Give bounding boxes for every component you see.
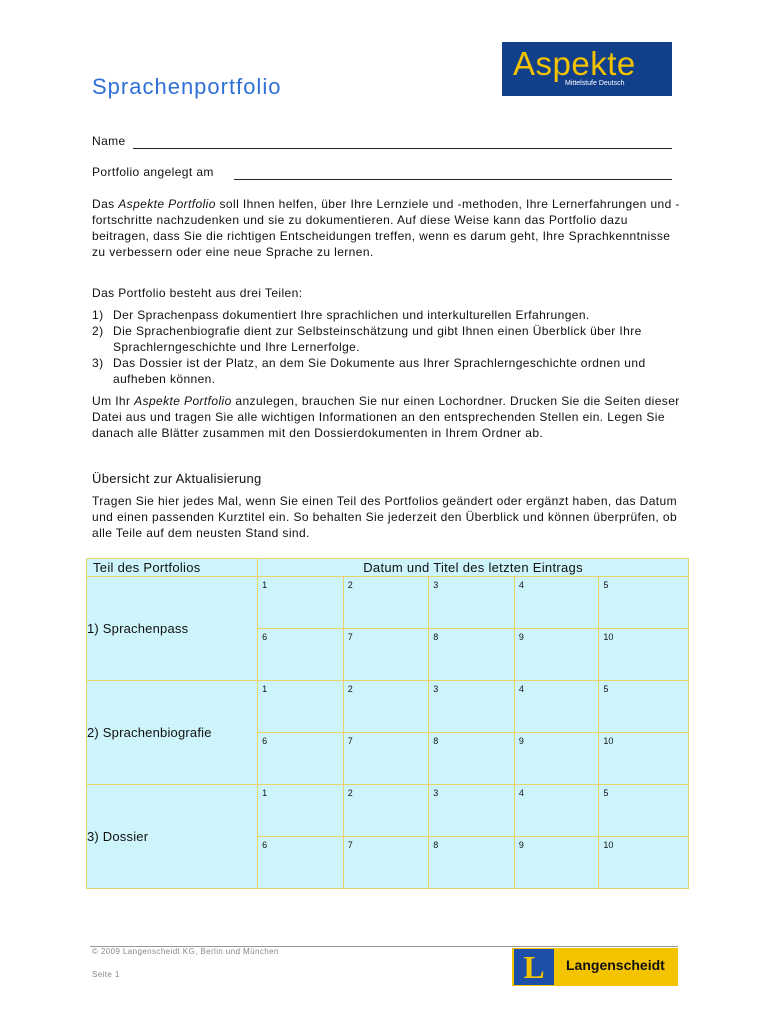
list-item: 2) Die Sprachenbiografie dient zur Selbsteinschätzung und gibt Ihnen einen Überblick über Ihre Sprachlerngeschichte und Ihre Lernerfolge. (92, 324, 642, 354)
page-number: Seite 1 (92, 970, 120, 979)
logo-subtitle: Mittelstufe Deutsch (565, 80, 625, 87)
entry-cell[interactable]: 8 (429, 629, 515, 681)
parts-intro: Das Portfolio besteht aus drei Teilen: 1) Der Sprachenpass dokumentiert Ihre sprachlichen und interkulturellen Erfahrungen. 2) Die Sprachenbiografie dient zur Selbsteinschätzung und gibt Ihnen einen Überblick über Ihre Sprachlerngeschichte und Ihre Lernerfolge. 3) Das Dossier ist der Platz, an dem Sie Dokumente aus Ihrer Sprachlerngeschichte ordnen und aufheben können. (92, 285, 682, 387)
table-row (87, 785, 689, 837)
langenscheidt-logo (512, 948, 678, 986)
entry-cell[interactable]: 8 (429, 733, 515, 785)
page-title: Sprachenportfolio (92, 74, 282, 99)
publisher-name: Langenscheidt (566, 957, 665, 973)
table-row (87, 681, 689, 733)
table-row (87, 577, 689, 629)
entry-cell[interactable]: 3 (429, 577, 515, 629)
entry-cell[interactable]: 5 (599, 785, 689, 837)
list-item: 1) Der Sprachenpass dokumentiert Ihre sprachlichen und interkulturellen Erfahrungen. (92, 308, 590, 322)
overview-heading: Übersicht zur Aktualisierung (92, 471, 262, 486)
name-label: Name (92, 134, 126, 148)
entry-cell[interactable]: 1 (258, 785, 344, 837)
entry-cell[interactable]: 10 (599, 629, 689, 681)
aspekte-portfolio-emphasis: Aspekte Portfolio (134, 394, 232, 408)
aspekte-logo (502, 42, 672, 96)
entry-cell[interactable]: 5 (599, 577, 689, 629)
entry-cell[interactable]: 1 (258, 577, 344, 629)
date-label: Portfolio angelegt am (92, 165, 214, 179)
entry-cell[interactable]: 9 (514, 837, 599, 889)
list-item: 3) Das Dossier ist der Platz, an dem Sie Dokumente aus Ihrer Sprachlerngeschichte ordnen und aufheben können. (92, 356, 646, 386)
entry-cell[interactable]: 5 (599, 681, 689, 733)
entry-cell[interactable]: 2 (343, 577, 429, 629)
update-table (86, 558, 689, 889)
column-header-date-title: Datum und Titel des letzten Eintrags (258, 559, 689, 577)
copyright-text: © 2009 Langenscheidt KG, Berlin und München (92, 947, 279, 956)
intro-paragraph: Das Aspekte Portfolio soll Ihnen helfen, über Ihre Lernziele und -methoden, Ihre Lernerfahrungen und -fortschritte nachzudenken und sie zu dokumentieren. Auf diese Weise kann das Portfolio dazu beitragen, dass Sie die richtigen Entscheidungen treffen, wenn es darum geht, Ihre Sprachkenntnisse zu verbessern oder eine neue Sprache zu lernen. (92, 197, 680, 259)
entry-cell[interactable]: 6 (258, 733, 344, 785)
entry-cell[interactable]: 4 (514, 577, 599, 629)
overview-text: Tragen Sie hier jedes Mal, wenn Sie einen Teil des Portfolios geändert oder ergänzt haben, das Datum und einen passenden Kurztitel ein. So behalten Sie jederzeit den Überblick und können überprüfen, ob alle Teile auf dem neusten Stand sind. (92, 494, 678, 540)
row-label-sprachenbiografie: 2) Sprachenbiografie (87, 681, 258, 785)
entry-cell[interactable]: 8 (429, 837, 515, 889)
entry-cell[interactable]: 2 (343, 785, 429, 837)
row-label-dossier: 3) Dossier (87, 785, 258, 889)
entry-cell[interactable]: 3 (429, 681, 515, 733)
entry-cell[interactable]: 7 (343, 733, 429, 785)
langenscheidt-l-icon: L (514, 949, 554, 985)
row-label-sprachenpass: 1) Sprachenpass (87, 577, 258, 681)
entry-cell[interactable]: 10 (599, 837, 689, 889)
entry-cell[interactable]: 4 (514, 681, 599, 733)
name-line[interactable] (133, 148, 672, 149)
column-header-part: Teil des Portfolios (87, 559, 258, 577)
logo-text: Aspekte (513, 45, 636, 82)
entry-cell[interactable]: 3 (429, 785, 515, 837)
aspekte-portfolio-emphasis: Aspekte Portfolio (118, 197, 216, 211)
entry-cell[interactable]: 6 (258, 837, 344, 889)
entry-cell[interactable]: 7 (343, 629, 429, 681)
entry-cell[interactable]: 2 (343, 681, 429, 733)
entry-cell[interactable]: 4 (514, 785, 599, 837)
entry-cell[interactable]: 9 (514, 733, 599, 785)
instructions-paragraph: Um Ihr Aspekte Portfolio anzulegen, brauchen Sie nur einen Lochordner. Drucken Sie die Seiten dieser Datei aus und tragen Sie alle wichtigen Informationen an den entsprechenden Stellen ein. Legen Sie danach alle Blätter zusammen mit den Dossierdokumenten in Ihrem Ordner ab. (92, 394, 680, 440)
date-line[interactable] (234, 179, 672, 180)
entry-cell[interactable]: 7 (343, 837, 429, 889)
entry-cell[interactable]: 1 (258, 681, 344, 733)
table-header-row (87, 559, 689, 577)
entry-cell[interactable]: 6 (258, 629, 344, 681)
entry-cell[interactable]: 10 (599, 733, 689, 785)
entry-cell[interactable]: 9 (514, 629, 599, 681)
